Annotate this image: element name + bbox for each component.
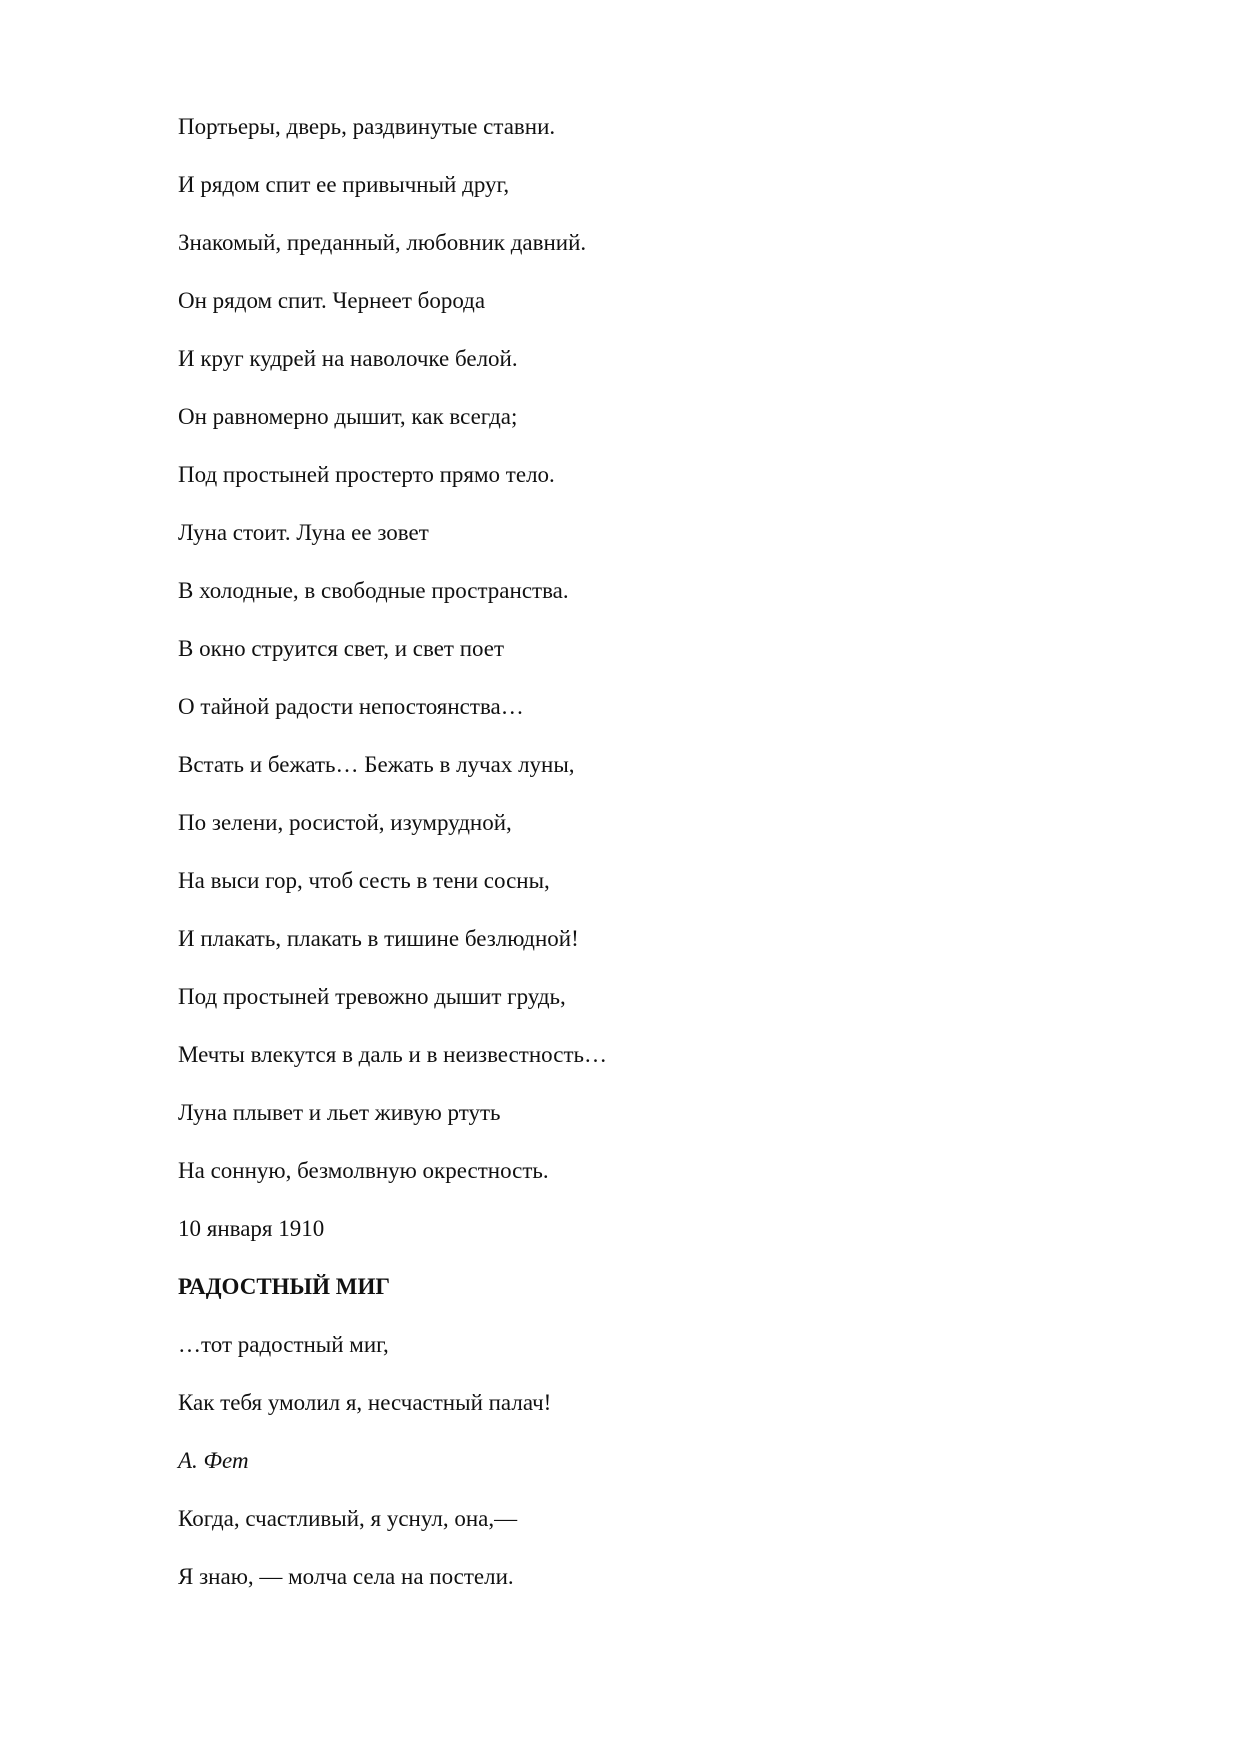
epigraph-author: А. Фет — [178, 1448, 249, 1473]
poem-line: Когда, счастливый, я уснул, она,— — [178, 1506, 518, 1531]
poem-line: Луна стоит. Луна ее зовет — [178, 520, 429, 545]
poem-line: О тайной радости непостоянства… — [178, 694, 524, 719]
epigraph-line: …тот радостный миг, — [178, 1332, 389, 1357]
poem-line: Он рядом спит. Чернеет борода — [178, 288, 486, 313]
poem-line: И круг кудрей на наволочке белой. — [178, 346, 518, 371]
poem-line: Луна плывет и льет живую ртуть — [178, 1100, 501, 1125]
poem-date: 10 января 1910 — [178, 1216, 325, 1241]
epigraph-line: Как тебя умолил я, несчастный палач! — [178, 1390, 552, 1415]
poem-title: РАДОСТНЫЙ МИГ — [178, 1274, 391, 1299]
poem-line: Под простыней простерто прямо тело. — [178, 462, 555, 487]
poem-line: Под простыней тревожно дышит грудь, — [178, 984, 566, 1009]
poem-line: На сонную, безмолвную окрестность. — [178, 1158, 549, 1183]
poem-line: В окно струится свет, и свет поет — [178, 636, 505, 661]
poem-line: На выси гор, чтоб сесть в тени сосны, — [178, 868, 550, 893]
poem-line: Знакомый, преданный, любовник давний. — [178, 230, 587, 255]
poem-line: Встать и бежать… Бежать в лучах луны, — [178, 752, 575, 777]
poem-line: В холодные, в свободные пространства. — [178, 578, 569, 603]
poem-line: Портьеры, дверь, раздвинутые ставни. — [178, 114, 556, 139]
poem-line: И плакать, плакать в тишине безлюдной! — [178, 926, 579, 951]
poem-line: По зелени, росистой, изумрудной, — [178, 810, 512, 835]
poem-line: Он равномерно дышит, как всегда; — [178, 404, 518, 429]
poem-line: И рядом спит ее привычный друг, — [178, 172, 510, 197]
poem-text-column — [178, 112, 1078, 1620]
poem-line: Мечты влекутся в даль и в неизвестность… — [178, 1042, 607, 1067]
poem-line: Я знаю, — молча села на постели. — [178, 1564, 514, 1589]
